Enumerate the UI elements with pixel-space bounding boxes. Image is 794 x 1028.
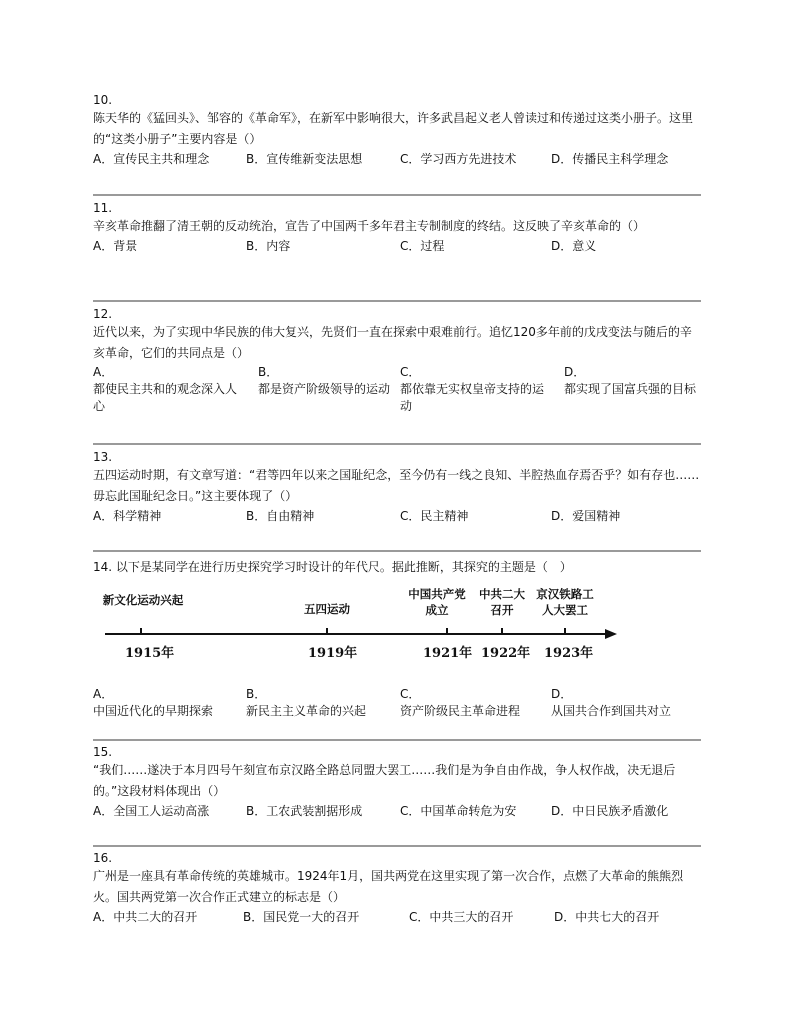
option-b[interactable]: B．自由精神	[246, 509, 315, 523]
option-text: 都依靠无实权皇帝支持的运动	[400, 382, 545, 413]
question-11	[93, 201, 701, 255]
question-number: 10.	[93, 93, 113, 107]
options-row	[93, 150, 701, 168]
option-c[interactable]: C．中共三大的召开	[409, 910, 514, 924]
option-letter: A．	[93, 365, 114, 379]
option-c[interactable]: C．学习西方先进技术	[400, 152, 517, 166]
option-a[interactable]: A．科学精神	[93, 509, 162, 523]
option-text: 都是资产阶级领导的运动	[258, 382, 391, 396]
option-text: 资产阶级民主革命进程	[400, 704, 521, 718]
option-c[interactable]: C．过程	[400, 239, 445, 253]
option-d[interactable]: D．意义	[551, 239, 597, 253]
option-letter: B．	[258, 365, 279, 379]
option-a[interactable]: A．全国工人运动高涨	[93, 804, 210, 818]
timeline-event-label: 中国共产党成立	[408, 587, 466, 617]
option-c[interactable]: C．中国革命转危为安	[400, 804, 517, 818]
question-number: 13.	[93, 450, 113, 464]
option-d[interactable]: D．传播民主科学理念	[551, 152, 669, 166]
option-b[interactable]	[258, 364, 408, 398]
question-stem-text: 以下是某同学在进行历史探究学习时设计的年代尺。据此推断，其探究的主题是（ ）	[115, 560, 572, 574]
question-number: 15.	[93, 745, 113, 759]
option-b[interactable]: B．工农武装割据形成	[246, 804, 363, 818]
timeline-event-label: 五四运动	[304, 602, 350, 616]
options-row	[93, 908, 701, 926]
question-number: 14.	[93, 560, 113, 574]
question-stem: 辛亥革命推翻了清王朝的反动统治，宣告了中国两千多年君主专制制度的终结。这反映了辛亥革命的（）	[93, 219, 646, 233]
option-d[interactable]	[551, 686, 701, 720]
option-b[interactable]	[246, 686, 406, 720]
option-d[interactable]: D．中共七大的召开	[554, 910, 660, 924]
option-a[interactable]: A．中共二大的召开	[93, 910, 198, 924]
option-text: 从国共合作到国共对立	[551, 704, 672, 718]
option-c[interactable]: C．民主精神	[400, 509, 469, 523]
option-b[interactable]: B．宣传维新变法思想	[246, 152, 363, 166]
option-d[interactable]: D．爱国精神	[551, 509, 621, 523]
divider	[93, 845, 701, 847]
divider	[93, 194, 701, 196]
question-12	[93, 307, 701, 420]
option-a[interactable]	[93, 686, 253, 720]
option-c[interactable]	[400, 686, 560, 720]
question-13	[93, 450, 701, 525]
question-number: 11.	[93, 201, 113, 215]
option-text: 都实现了国富兵强的目标	[564, 382, 697, 396]
question-15	[93, 745, 701, 820]
question-10	[93, 93, 701, 168]
question-stem: 陈天华的《猛回头》、邹容的《革命军》，在新军中影响很大，许多武昌起义老人曾读过和传递过这类小册子。这里的“这类小册子”主要内容是（）	[93, 111, 694, 146]
options-row	[93, 802, 701, 820]
timeline-arrow	[605, 629, 617, 639]
question-stem: 近代以来，为了实现中华民族的伟大复兴，先贤们一直在探索中艰难前行。追忆120多年前的戊戌变法与随后的辛亥革命，它们的共同点是（）	[93, 325, 692, 360]
divider	[93, 739, 701, 741]
option-text: 中国近代化的早期探索	[93, 704, 214, 718]
question-stem: 五四运动时期，有文章写道：“君等四年以来之国耻纪念，至今仍有一线之良知、半腔热血存焉否乎？如有存也……毋忘此国耻纪念日。”这主要体现了（）	[93, 468, 700, 503]
timeline-event-label: 中共二大召开	[479, 587, 525, 617]
question-16	[93, 851, 701, 926]
question-14	[93, 557, 701, 726]
option-a[interactable]: A．背景	[93, 239, 138, 253]
question-number: 12.	[93, 307, 113, 321]
divider	[93, 300, 701, 302]
option-letter: C．	[400, 687, 421, 701]
option-a[interactable]: A．宣传民主共和理念	[93, 152, 210, 166]
option-letter: B．	[246, 687, 267, 701]
question-stem: 广州是一座具有革命传统的英雄城市。1924年1月，国共两党在这里实现了第一次合作，点燃了大革命的熊熊烈火。国共两党第一次合作正式建立的标志是（）	[93, 869, 684, 904]
timeline-year: 1923年	[544, 646, 594, 661]
options-grid	[93, 686, 701, 726]
option-a[interactable]	[93, 364, 243, 415]
option-c[interactable]	[400, 364, 550, 415]
options-row	[93, 507, 701, 525]
option-b[interactable]: B．内容	[246, 239, 291, 253]
option-text: 新民主主义革命的兴起	[246, 704, 367, 718]
option-b[interactable]: B．国民党一大的召开	[243, 910, 360, 924]
option-letter: D．	[564, 365, 586, 379]
timeline-year: 1922年	[481, 646, 531, 661]
option-letter: C．	[400, 365, 421, 379]
timeline-year: 1915年	[125, 646, 175, 661]
question-stem: “我们……遂决于本月四号午刻宣布京汉路全路总同盟大罢工……我们是为争自由作战，争人权作战，决无退后的。”这段材料体现出（）	[93, 763, 676, 798]
timeline-year: 1921年	[423, 646, 473, 661]
question-stem	[93, 557, 701, 578]
divider	[93, 443, 701, 445]
options-row	[93, 237, 701, 255]
option-d[interactable]: D．中日民族矛盾激化	[551, 804, 669, 818]
timeline-event-label: 京汉铁路工人大罢工	[536, 587, 594, 617]
timeline	[93, 587, 701, 672]
divider	[93, 550, 701, 552]
option-letter: A．	[93, 687, 114, 701]
option-text: 都使民主共和的观念深入人心	[93, 382, 238, 413]
timeline-event-label: 新文化运动兴起	[102, 593, 184, 607]
options-grid	[93, 364, 701, 420]
option-d[interactable]	[564, 364, 714, 398]
question-number: 16.	[93, 851, 113, 865]
option-letter: D．	[551, 687, 573, 701]
timeline-year: 1919年	[308, 646, 358, 661]
